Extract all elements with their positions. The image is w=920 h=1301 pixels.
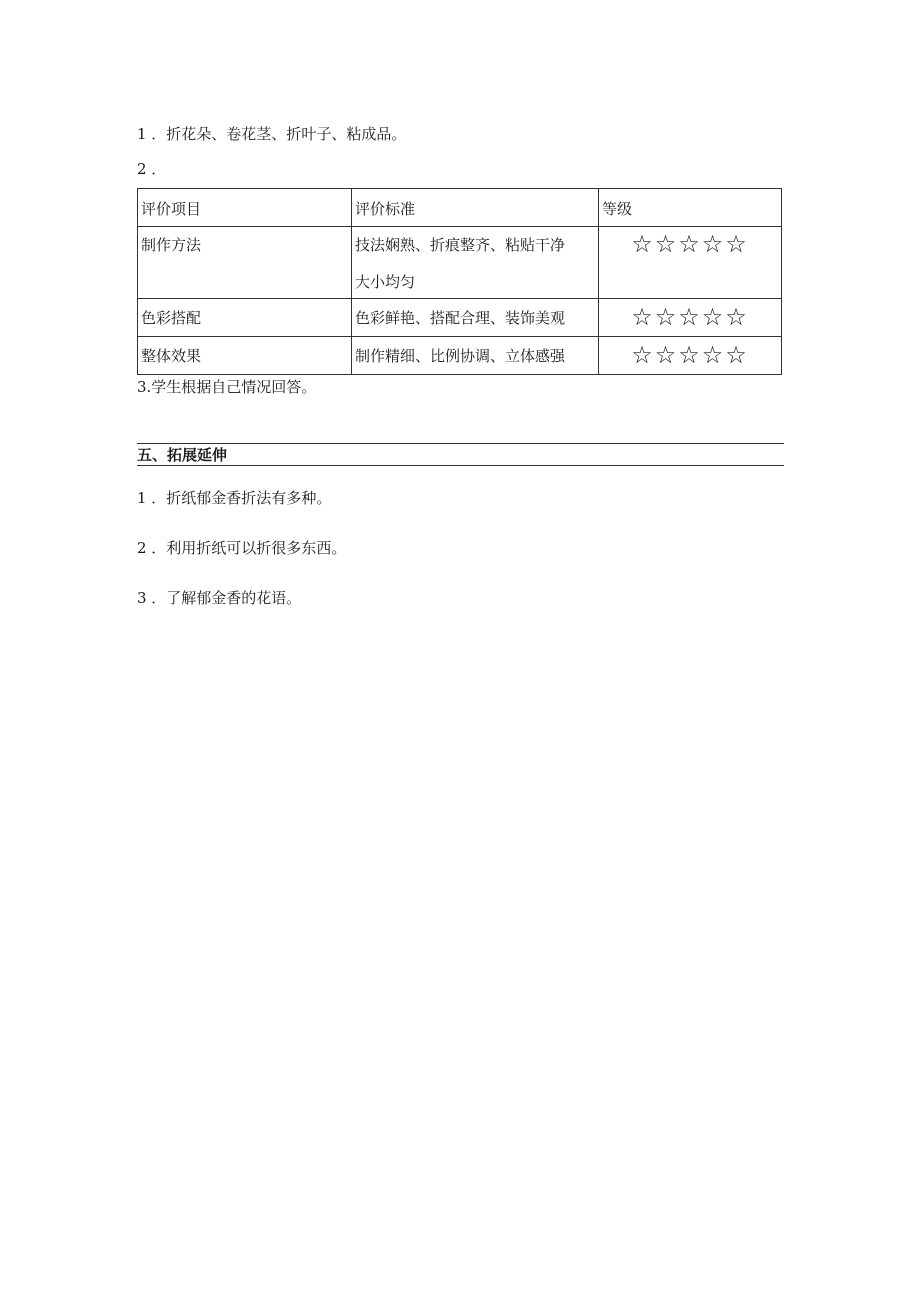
section-title: 五、拓展延伸 (137, 443, 784, 466)
row-grade (599, 337, 782, 375)
row-standard: 色彩鲜艳、搭配合理、装饰美观 (352, 299, 599, 337)
star-rating-icon: ☆☆☆☆☆ (631, 230, 749, 258)
answer-item-1: 1 ．折花朵、卷花茎、折叶子、粘成品。 (137, 125, 407, 143)
extension-item-1: 1 ．折纸郁金香折法有多种。 (137, 489, 332, 507)
row-standard-line2: 大小均匀 (355, 273, 416, 291)
extension-item-2: 2 ．利用折纸可以折很多东西。 (137, 539, 347, 557)
table-header-row (138, 189, 782, 227)
row-standard-line1: 技法娴熟、折痕整齐、粘贴干净 (355, 236, 566, 254)
table-row (138, 299, 782, 337)
row-item: 色彩搭配 (138, 299, 352, 337)
header-standard: 评价标准 (352, 189, 599, 227)
evaluation-table (137, 188, 782, 375)
star-rating-icon: ☆☆☆☆☆ (631, 303, 749, 331)
row-item: 制作方法 (138, 227, 352, 299)
header-grade: 等级 (599, 189, 782, 227)
header-item: 评价项目 (138, 189, 352, 227)
table-row (138, 337, 782, 375)
row-grade (599, 299, 782, 337)
row-standard: 制作精细、比例协调、立体感强 (352, 337, 599, 375)
answer-item-2: 2 ． (137, 160, 167, 178)
row-standard (352, 227, 599, 299)
table-row (138, 227, 782, 299)
star-rating-icon: ☆☆☆☆☆ (631, 341, 749, 369)
row-item: 整体效果 (138, 337, 352, 375)
extension-item-3: 3 ．了解郁金香的花语。 (137, 589, 302, 607)
row-grade (599, 227, 782, 299)
answer-item-3: 3.学生根据自己情况回答。 (137, 378, 317, 396)
